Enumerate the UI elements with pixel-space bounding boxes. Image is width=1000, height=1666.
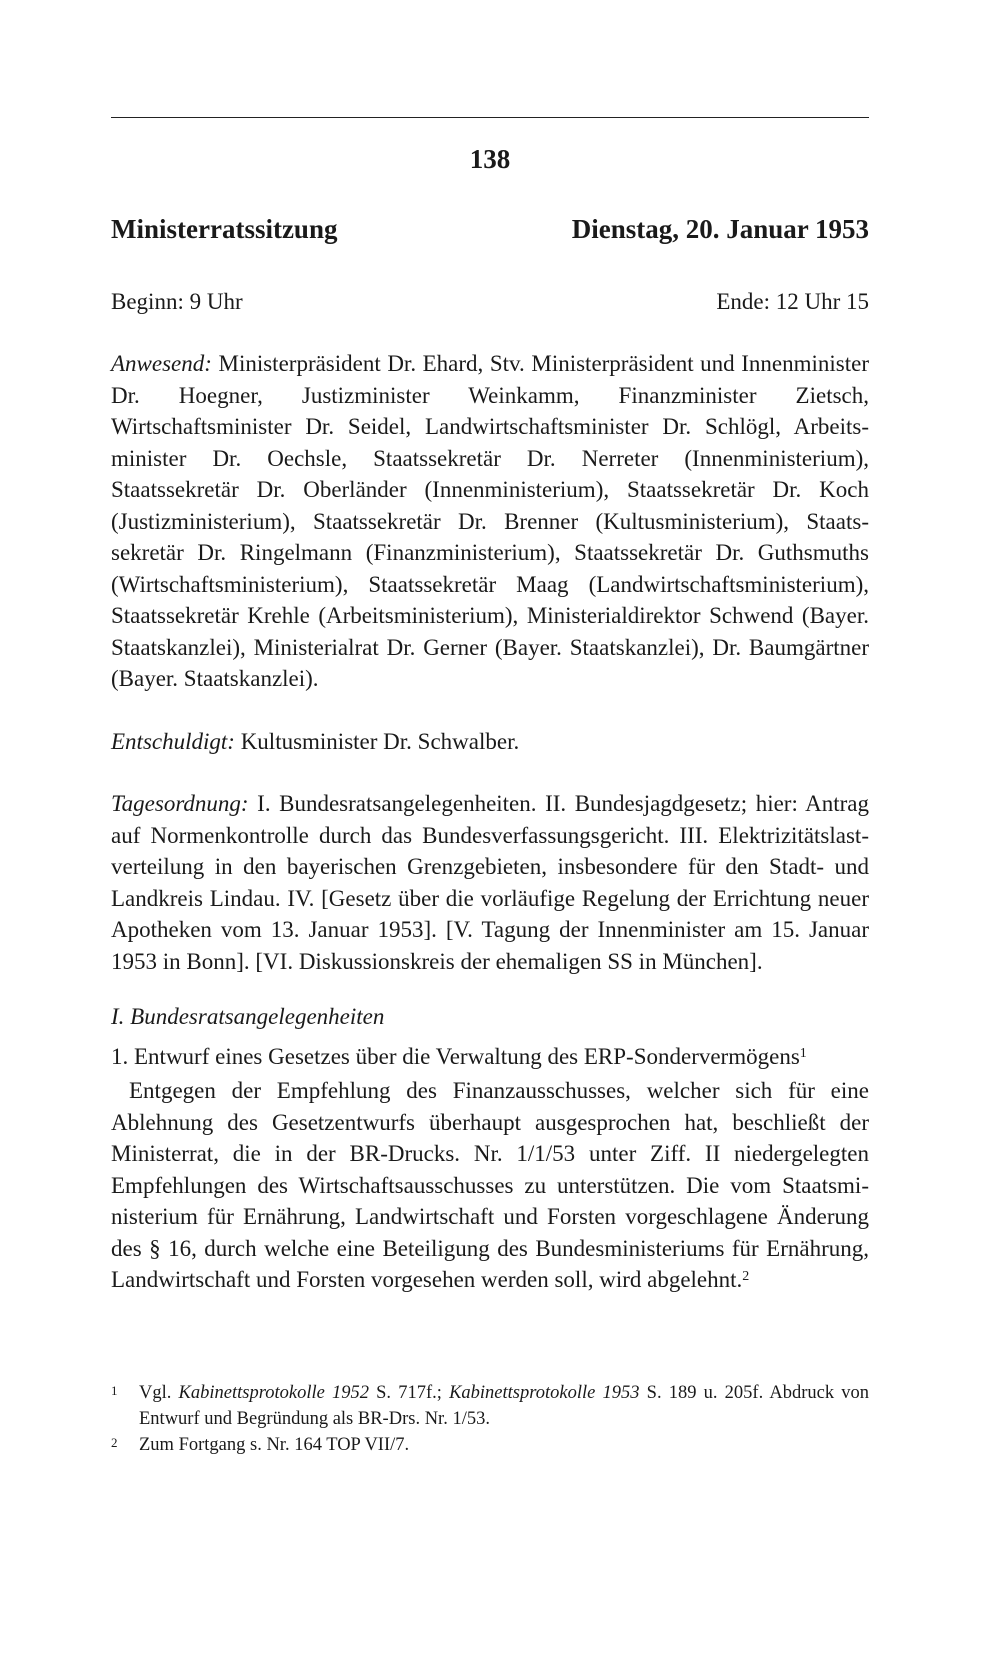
excused-text: Kultusminister Dr. Schwalber. [240,729,520,754]
section-heading: I. Bundesratsangelegenheiten [111,1004,385,1029]
heading-row [111,214,869,245]
agenda-text: I. Bundesratsangelegenheiten. II. Bundesjagdgesetz; hier: Antrag auf Normenkontrolle durch das Bundesverfassungsgericht. III. Elektrizitätslastverteilung in den bayerischen Grenzgebieten, insbesondere für den Stadt- und Landkreis Lindau. IV. [Gesetz über die vorläufige Regelung der Errichtung neuer Apotheken vom 13. Januar 1953]. [V. Tagung der Innenminister am 15. Januar 1953 in Bonn]. [VI. Diskussionskreis der ehemaligen SS in München]. [111,791,870,974]
attendees-label: Anwesend: [111,351,212,376]
footnote-1 [111,1380,869,1432]
attendees-text: Ministerpräsident Dr. Ehard, Stv. Ministerpräsident und Innenminister Dr. Hoegner, Justizminister Weinkamm, Finanzminister Zietsch, Wirtschaftsminister Dr. Seidel, Landwirtschaftsminister Dr. Schlögl, Arbeitsminister Dr. Oechsle, Staatssekretär Dr. Nerreter (Innenministerium), Staatssekretär Dr. Oberländer (Innenministerium), Staatssekretär Dr. Koch (Justizministerium), Staatssekretär Dr. Brenner (Kultusministerium), Staatssekretär Dr. Ringelmann (Finanzministerium), Staatssekretär Dr. Guthsmuths (Wirtschaftsministerium), Staatssekretär Maag (Landwirtschaftsministerium), Staatssekretär Krehle (Arbeitsministerium), Ministerialdirektor Schwend (Bayer. Staatskanzlei), Ministerialrat Dr. Gerner (Bayer. Staatskanzlei), Dr. Baumgärtner (Bayer. Staatskanzlei). [111,351,869,691]
agenda-label: Tagesordnung: [111,791,249,816]
footnote-mid: S. 717f.; [368,1383,450,1403]
footnotes [111,1380,869,1458]
excused-label: Entschuldigt: [111,729,235,754]
footnote-number: 1 [111,1383,118,1398]
footnote-number: 2 [111,1435,118,1450]
footnote-2 [111,1432,869,1458]
top-rule [111,117,869,118]
agenda-paragraph [111,788,869,977]
begin-time: Beginn: 9 Uhr [111,289,243,314]
footnote-citation: Kabinettsprotokolle 1953 [449,1383,640,1403]
time-row [111,289,869,315]
document-number: 138 [469,144,511,174]
item-title [111,1044,869,1070]
footnote-text: Zum Fortgang s. Nr. 164 TOP VII/7. [139,1435,410,1455]
footnote-citation: Kabinettsprotokolle 1952 [178,1383,369,1403]
footnote-ref-1[interactable]: 1 [799,1046,807,1061]
item-body-text: Entgegen der Empfehlung des Finanzausschusses, welcher sich für eine Ablehnung des Gesetzentwurfs überhaupt ausgesprochen hat, beschließt der Ministerrat, die in der BR-Drucks. Nr. 1/1/53 unter Ziff. II niedergelegten Empfehlungen des Wirtschaftsausschusses zu unterstützen. Die vom Staatsministerium für Ernährung, Landwirtschaft und Forsten vorgeschlagene Änderung des § 16, durch welche eine Beteiligung des Bundesministeriums für Ernährung, Landwirtschaft und Forsten vorgesehen werden soll, wird abgelehnt. [111,1078,869,1292]
meeting-date: Dienstag, 20. Januar 1953 [571,214,869,244]
item-body [111,1075,869,1296]
attendees-paragraph [111,348,869,695]
meeting-title: Ministerratssitzung [111,214,338,244]
end-time: Ende: 12 Uhr 15 [716,289,869,314]
footnote-ref-2[interactable]: 2 [742,1269,750,1284]
footnote-prefix: Vgl. [139,1383,179,1403]
footnote-suffix: S. 189 u. 205f. Abdruck von Entwurf und Begründung als BR-Drs. Nr. 1/53. [139,1383,869,1429]
excused-paragraph [111,726,869,758]
item-title-text: 1. Entwurf eines Gesetzes über die Verwaltung des ERP-Sondervermögens [111,1044,800,1069]
footnote-text [139,1380,869,1432]
